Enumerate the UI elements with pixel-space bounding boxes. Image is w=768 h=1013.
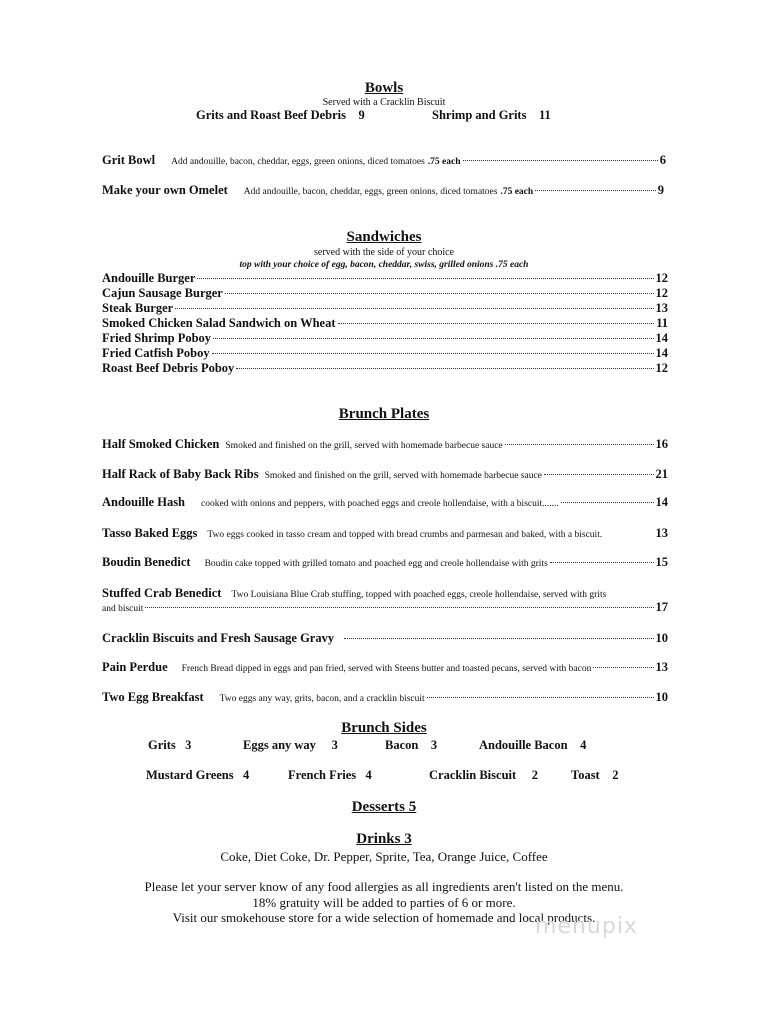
- item-price: 12: [655, 361, 668, 375]
- item-name: Half Rack of Baby Back Ribs: [102, 467, 259, 481]
- menu-item: [102, 316, 668, 331]
- menu-item: [102, 153, 666, 168]
- brunch-sides-title: Brunch Sides: [341, 720, 427, 736]
- menu-item: [102, 526, 668, 541]
- leader-dots: [197, 278, 653, 279]
- sandwiches-subtitle: served with the side of your choice: [314, 247, 454, 258]
- footer-store-note: Visit our smokehouse store for a wide selection of homemade and local products.: [172, 910, 596, 925]
- side-item: [571, 768, 618, 783]
- item-name: Fried Shrimp Poboy: [102, 331, 212, 345]
- item-desc: Add andouille, bacon, cheddar, eggs, green onions, diced tomatoes: [243, 187, 498, 197]
- item-desc: Two eggs cooked in tasso cream and topped with bread crumbs and parmesan and baked, with a biscuit.: [207, 530, 603, 540]
- item-price: 11: [656, 316, 668, 330]
- menu-item: [102, 690, 668, 705]
- sandwiches-title: Sandwiches: [346, 229, 422, 245]
- footer-allergy-note: Please let your server know of any food allergies as all ingredients aren't listed on the menu.: [144, 879, 624, 894]
- leader-dots: [145, 607, 653, 608]
- side-price: 2: [531, 768, 539, 782]
- item-desc: Add andouille, bacon, cheddar, eggs, green onions, diced tomatoes: [171, 157, 425, 167]
- side-price: 3: [185, 738, 192, 752]
- bowl-special-price: 9: [358, 108, 365, 122]
- side-price: 2: [612, 768, 619, 782]
- item-name: Steak Burger: [102, 301, 174, 315]
- item-price: 13: [655, 660, 668, 674]
- menu-item: [102, 301, 668, 316]
- item-name: Stuffed Crab Benedict: [102, 586, 222, 600]
- bowl-special: [196, 108, 365, 123]
- desserts-title: Desserts 5: [351, 799, 417, 815]
- side-name: Bacon: [385, 738, 419, 752]
- item-price: 10: [655, 631, 668, 645]
- watermark: menupix: [535, 914, 638, 939]
- item-extra: .75 each: [500, 187, 534, 197]
- leader-dots: [213, 338, 653, 339]
- item-desc: Two Louisiana Blue Crab stuffing, topped with poached eggs, creole hollendaise, served with grits: [231, 590, 607, 600]
- item-desc: Smoked and finished on the grill, served with homemade barbecue sauce: [264, 471, 542, 481]
- bowls-title: Bowls: [364, 80, 404, 96]
- leader-dots: [344, 638, 653, 639]
- menu-item: [102, 437, 668, 452]
- side-name: Grits: [148, 738, 176, 752]
- bowl-special: [432, 108, 551, 123]
- item-price: 10: [655, 690, 668, 704]
- item-desc: cooked with onions and peppers, with poached eggs and creole hollendaise, with a biscuit.......: [201, 499, 559, 509]
- side-name: Mustard Greens: [146, 768, 234, 782]
- leader-dots: [535, 190, 656, 191]
- item-name: Half Smoked Chicken: [102, 437, 220, 451]
- item-desc: and biscuit: [102, 604, 144, 614]
- item-desc: Smoked and finished on the grill, served with homemade barbecue sauce: [225, 441, 503, 451]
- side-price: 4: [580, 738, 587, 752]
- leader-dots: [175, 308, 653, 309]
- menu-item: [102, 286, 668, 301]
- side-name: Toast: [571, 768, 600, 782]
- item-name: Make your own Omelet: [102, 183, 228, 197]
- menu-item: [102, 183, 664, 198]
- leader-dots: [463, 160, 658, 161]
- item-desc: French Bread dipped in eggs and pan fried, served with Steens butter and toasted pecans, served with bacon: [181, 664, 592, 674]
- item-price: 16: [655, 437, 668, 451]
- drinks-list: Coke, Diet Coke, Dr. Pepper, Sprite, Tea, Orange Juice, Coffee: [220, 849, 548, 864]
- leader-dots: [225, 293, 654, 294]
- item-name: Smoked Chicken Salad Sandwich on Wheat: [102, 316, 336, 330]
- bowl-special-price: 11: [538, 108, 551, 122]
- item-name: Tasso Baked Eggs: [102, 526, 198, 540]
- item-desc: Two eggs any way, grits, bacon, and a cracklin biscuit: [219, 694, 425, 704]
- item-price: 13: [655, 526, 668, 540]
- item-name: Roast Beef Debris Poboy: [102, 361, 235, 375]
- item-price: 14: [655, 346, 668, 360]
- side-name: Cracklin Biscuit: [429, 768, 517, 782]
- item-name: Andouille Hash: [102, 495, 186, 509]
- bowl-special-name: Grits and Roast Beef Debris: [196, 108, 346, 122]
- menu-item: [102, 361, 668, 376]
- item-name: Grit Bowl: [102, 153, 156, 167]
- leader-dots: [544, 474, 654, 475]
- menu-item: [102, 555, 668, 570]
- leader-dots: [593, 667, 653, 668]
- item-name: Andouille Burger: [102, 271, 196, 285]
- footer-gratuity-note: 18% gratuity will be added to parties of 6 or more.: [252, 895, 516, 910]
- item-name: Boudin Benedict: [102, 555, 191, 569]
- side-name: Eggs any way: [243, 738, 316, 752]
- side-item: [146, 768, 249, 783]
- leader-dots: [505, 444, 654, 445]
- bowls-subtitle: Served with a Cracklin Biscuit: [322, 97, 446, 108]
- drinks-title: Drinks 3: [356, 831, 412, 847]
- side-item: [288, 768, 372, 783]
- leader-dots: [427, 697, 654, 698]
- side-item: [385, 738, 437, 753]
- menu-item: [102, 346, 668, 361]
- side-name: French Fries: [288, 768, 357, 782]
- item-price: 12: [655, 271, 668, 285]
- item-price: 13: [655, 301, 668, 315]
- item-name: Fried Catfish Poboy: [102, 346, 210, 360]
- item-name: Cracklin Biscuits and Fresh Sausage Gravy: [102, 631, 335, 645]
- side-item: [243, 738, 338, 753]
- menu-item: [102, 660, 668, 675]
- item-price: 14: [655, 331, 668, 345]
- item-price: 14: [655, 495, 668, 509]
- side-item: [429, 768, 538, 783]
- side-name: Andouille Bacon: [479, 738, 568, 752]
- item-name: Cajun Sausage Burger: [102, 286, 223, 300]
- leader-dots: [338, 323, 655, 324]
- side-price: 3: [331, 738, 338, 752]
- menu-item: [102, 271, 668, 286]
- side-item: [479, 738, 586, 753]
- menu-item: [102, 331, 668, 346]
- leader-dots: [550, 562, 654, 563]
- item-name: Pain Perdue: [102, 660, 168, 674]
- item-desc: Boudin cake topped with grilled tomato and poached egg and creole hollendaise with grits: [204, 559, 548, 569]
- side-item: [148, 738, 191, 753]
- item-price: 12: [655, 286, 668, 300]
- side-price: 4: [365, 768, 372, 782]
- leader-dots: [212, 353, 654, 354]
- item-extra: .75 each: [427, 157, 461, 167]
- side-price: 3: [430, 738, 438, 752]
- menu-item: [102, 631, 668, 646]
- menu-item: [102, 467, 668, 482]
- item-price: 9: [657, 183, 664, 197]
- sandwiches-note: top with your choice of egg, bacon, cheddar, swiss, grilled onions .75 each: [239, 260, 529, 270]
- item-name: Two Egg Breakfast: [102, 690, 204, 704]
- bowl-special-name: Shrimp and Grits: [432, 108, 527, 122]
- brunch-plates-title: Brunch Plates: [338, 406, 430, 422]
- item-price: 21: [655, 467, 668, 481]
- item-price: 15: [655, 555, 668, 569]
- menu-item: [102, 586, 668, 601]
- menu-item: [102, 495, 668, 510]
- side-price: 4: [243, 768, 250, 782]
- menu-item-continuation: [102, 600, 668, 615]
- leader-dots: [561, 502, 654, 503]
- leader-dots: [236, 368, 653, 369]
- item-price: 6: [659, 153, 666, 167]
- item-price: 17: [655, 600, 668, 614]
